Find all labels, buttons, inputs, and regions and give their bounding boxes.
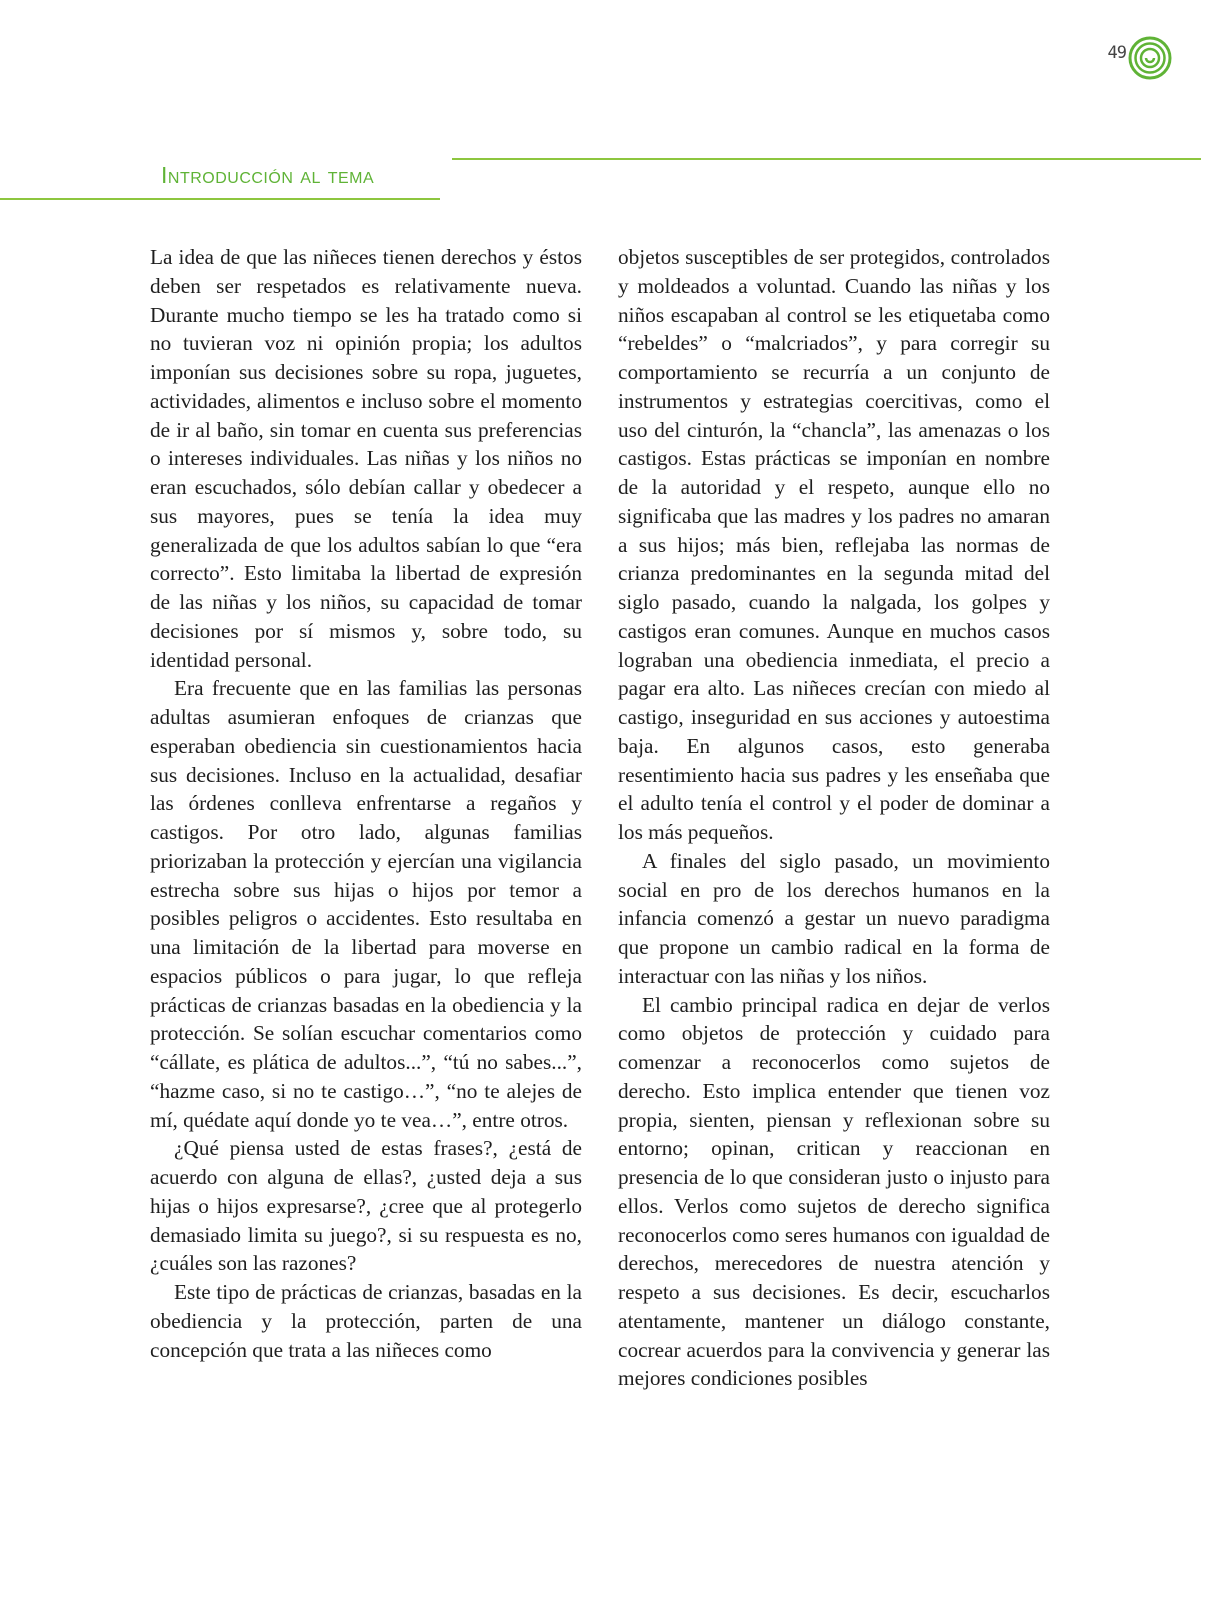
section-title: Introducción al tema	[161, 162, 375, 188]
paragraph: La idea de que las niñeces tienen derechos y éstos deben ser respetados es relativamente nueva. Durante mucho tiempo se les ha tratado como si no tuvieran voz ni opinión propia; los adultos imponían sus decisiones sobre su ropa, juguetes, actividades, alimentos e incluso sobre el momento de ir al baño, sin tomar en cuenta sus preferencias o intereses individuales. Las niñas y los niños no eran escuchados, sólo debían callar y obedecer a sus mayores, pues se tenía la idea muy generalizada de que los adultos sabían lo que “era correcto”. Esto limitaba la libertad de expresión de las niñas y los niños, su capacidad de tomar decisiones por sí mismos y, sobre todo, su identidad personal.	[150, 245, 582, 672]
paragraph: ¿Qué piensa usted de estas frases?, ¿está de acuerdo con alguna de ellas?, ¿usted deja a sus hijas o hijos expresarse?, ¿cree que al protegerlo demasiado limita su juego?, si su respuesta es no, ¿cuáles son las razones?	[150, 1136, 582, 1276]
spiral-logo-icon	[1128, 36, 1172, 80]
page-number: 49	[1107, 43, 1126, 63]
left-column	[150, 243, 582, 1364]
paragraph: objetos susceptibles de ser protegidos, controlados y moldeados a voluntad. Cuando las niñas y los niños escapaban al control se les etiquetaba como “rebeldes” o “malcriados”, y para corregir su comportamiento se recurría a un conjunto de instrumentos y estrategias coercitivas, como el uso del cinturón, la “chancla”, las amenazas o los castigos. Estas prácticas se imponían en nombre de la autoridad y el respeto, aunque ello no significaba que las madres y los padres no amaran a sus hijos; más bien, reflejaba las normas de crianza predominantes en la segunda mitad del siglo pasado, cuando la nalgada, los golpes y castigos eran comunes. Aunque en muchos casos lograban una obediencia inmediata, el precio a pagar era alto. Las niñeces crecían con miedo al castigo, inseguridad en sus acciones y autoestima baja. En algunos casos, esto generaba resentimiento hacia sus padres y les enseñaba que el adulto tenía el control y el poder de dominar a los más pequeños.	[618, 245, 1050, 844]
right-column	[618, 243, 1050, 1393]
section-title-underline	[0, 198, 440, 200]
paragraph: Era frecuente que en las familias las personas adultas asumieran enfoques de crianzas que esperaban obediencia sin cuestionamientos hacia sus decisiones. Incluso en la actualidad, desafiar las órdenes conlleva enfrentarse a regaños y castigos. Por otro lado, algunas familias priorizaban la protección y ejercían una vigilancia estrecha sobre sus hijas o hijos por temor a posibles peligros o accidentes. Esto resultaba en una limitación de la libertad para moverse en espacios públicos o para jugar, lo que refleja prácticas de crianzas basadas en la obediencia y la protección. Se solían escuchar comentarios como “cállate, es plática de adultos...”, “tú no sabes...”, “hazme caso, si no te castigo…”, “no te alejes de mí, quédate aquí donde yo te vea…”, entre otros.	[150, 676, 582, 1132]
header-rule	[452, 158, 1201, 160]
paragraph: A finales del siglo pasado, un movimiento social en pro de los derechos humanos en la infancia comenzó a gestar un nuevo paradigma que propone un cambio radical en la forma de interactuar con las niñas y los niños.	[618, 848, 1050, 988]
paragraph: Este tipo de prácticas de crianzas, basadas en la obediencia y la protección, parten de una concepción que trata a las niñeces como	[150, 1280, 582, 1362]
paragraph: El cambio principal radica en dejar de verlos como objetos de protección y cuidado para comenzar a reconocerlos como sujetos de derecho. Esto implica entender que tienen voz propia, sienten, piensan y reflexionan sobre su entorno; opinan, critican y reaccionan en presencia de lo que consideran justo o injusto para ellos. Verlos como sujetos de derecho significa reconocerlos como seres humanos con igualdad de derechos, merecedores de nuestra atención y respeto a sus decisiones. Es decir, escucharlos atentamente, mantener un diálogo constante, cocrear acuerdos para la convivencia y generar las mejores condiciones posibles	[618, 992, 1050, 1391]
